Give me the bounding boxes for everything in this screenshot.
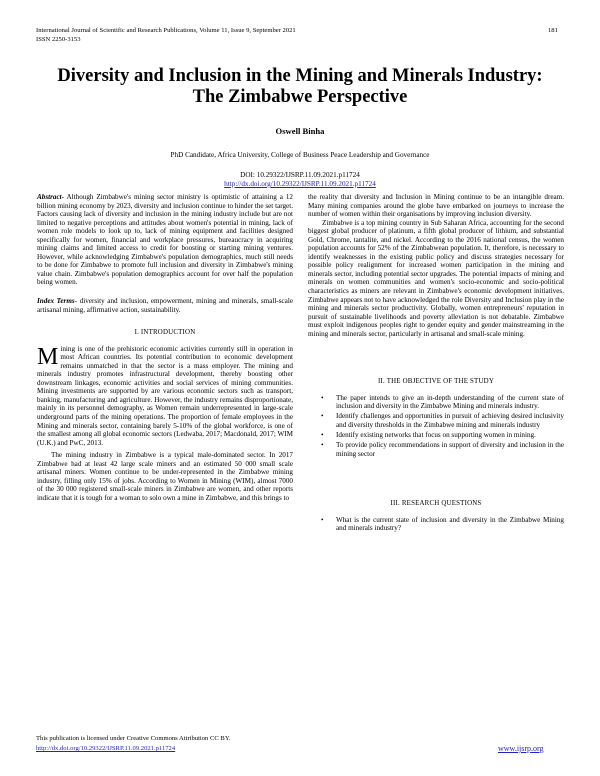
license-text: This publication is licensed under Creative Commons Attribution CC BY. [36, 735, 231, 742]
index-terms-label: Index Terms [37, 297, 75, 306]
doi-link[interactable]: http://dx.doi.org/10.29322/IJSRP.11.09.2021.p11724 [224, 180, 376, 188]
abstract-label: Abstract- [37, 193, 64, 201]
page-number: 181 [548, 27, 558, 34]
list-item: • Identify existing networks that focus on supporting women in mining. [336, 431, 564, 440]
list-item: • What is the current state of inclusion and diversity in the Zimbabwe Mining and minerals industry? [336, 516, 564, 533]
intro-paragraph-1-text: ining is one of the prehistoric economic activities currently still in operation in most African countries. Its potential contribution to economic development remains unmatched in that the sector is a mass employer. The mining and minerals industry promotes infrastructural development, thereby boosting other downstream linkages, economic activities and social services of mining communities. Mining investments are supported by are various economic sectors such as transport, banking, manufacturing and agriculture. However, the industry remains disproportionate, mainly in its personnel demography, as Women remain underrepresented in large-scale underground parts of the mining operations. The proportion of female employees in the Mining and minerals sector, containing barely 5-10% of the global workforce, is one of the smallest among all global economic sectors (Ledwaba, 2017; Macdonald, 2017; WIM (U.K.) and PwC, 2013. [37, 344, 293, 447]
index-terms-text: - diversity and inclusion, empowerment, mining and minerals, small-scale artisanal mining, affirmative action, sustainability. [37, 297, 293, 314]
running-header [36, 27, 526, 44]
journal-name: International Journal of Scientific and Research Publications, Volume 11, Issue 9, September 2021 [36, 27, 296, 34]
section-heading-objectives: II. THE OBJECTIVE OF THE STUDY [378, 378, 494, 386]
research-questions-list [308, 516, 564, 533]
section-heading-research-questions: III. RESEARCH QUESTIONS [390, 500, 482, 508]
index-terms [37, 297, 293, 314]
author-affiliation: PhD Candidate, Africa University, College of Business Peace Leadership and Governance [170, 151, 430, 159]
intro-paragraph-2: The mining industry in Zimbabwe is a typical male-dominated sector. In 2017 Zimbabwe had at least 42 large scale miners and an estimated 50 000 small scale artisanal miners. Women continue to be under-represented in the Zimbabwe mining industry, filling only 15% of jobs. According to Women in Mining (WIM), almost 7000 of the 30 000 registered small-scale miners in Zimbabwe are women, and other reports indicate that it is tough for a woman to solo own a mine in Zimbabwe, and this brings to [37, 451, 293, 502]
intro-paragraph-3: the reality that diversity and Inclusion in Mining continue to be an intangible dream. Many mining companies around the globe have embarked on journeys to increase the number of women within their organisations by improving inclusion diversity. [308, 193, 564, 219]
section-heading-introduction: I. INTRODUCTION [134, 329, 196, 337]
right-column [308, 193, 564, 534]
intro-paragraph-1 [37, 345, 293, 448]
list-item: • Identify challenges and opportunities in pursuit of achieving desired inclusivity and diversity thresholds in the Zimbabwe mining and minerals industry [336, 412, 564, 429]
page-footer [36, 734, 230, 754]
intro-paragraph-4: Zimbabwe is a top mining country in Sub Saharan Africa, accounting for the second biggest global producer of platinum, a fifth global producer of lithium, and substantial Gold, Chrome, tantalite, and nickel. According to the 2016 national census, the women population accounts for 52% of the Zimbabwean population. It, therefore, is necessary to identify weaknesses in the existing public policy and discuss strategies necessary for possible policy realignment for increased women participation in the mining and minerals sector, including potential sector upgrades. The potential impacts of mining and minerals on women communities and women's socio-economic and socio-political characteristics as miners are relevant in Zimbabwe's economic development initiatives. Zimbabwe appears not to have acknowledged the role Diversity and Inclusion play in the mining and minerals sector productivity. Globally, women entrepreneurs' reputation in pursuit of sustainable livelihoods and poverty alleviation is not debatable. Zimbabwe must exploit indigenous peoples right to gender equity and gender mainstreaming in the mining and minerals sector, particularly in artisanal and small-scale mining. [308, 218, 564, 338]
left-column [37, 193, 293, 503]
issn: ISSN 2250-3153 [36, 35, 81, 43]
footer-doi-link[interactable]: http://dx.doi.org/10.29322/IJSRP.11.09.2021.p11724 [36, 745, 176, 752]
footer-site [498, 744, 544, 753]
objectives-list [308, 394, 564, 458]
doi-text: DOI: 10.29322/IJSRP.11.09.2021.p11724 [240, 171, 360, 179]
paper-title: Diversity and Inclusion in the Mining and Minerals Industry: The Zimbabwe Perspective [57, 66, 543, 107]
drop-cap: M [37, 343, 59, 370]
abstract-text: Although Zimbabwe's mining sector ministry is optimistic of attaining a 12 billion mining economy by 2023, diversity and inclusion continue to hinder the set target. Factors causing lack of diversity and inclusion in the mining industry include but are not limited to negative perceptions and attitudes about women's potential in mining, lack of women role models to look up to, lack of mining equipment and facilities designed specifically for women, financial and workplace pressures, bureaucracy in acquiring mining claims and limited access to credit for boosting or starting mining ventures. However, while acknowledging Zimbabwe's population demographics, much still needs to be done for Zimbabwe to promote full inclusion and diversity in Zimbabwe's mining value chain. Zimbabwe's population demographics account for over half the population being women. [37, 193, 293, 287]
list-item: • To provide policy recommendations in support of diversity and inclusion in the mining sector [336, 441, 564, 458]
abstract [37, 193, 293, 287]
doi-block [0, 171, 600, 189]
site-link[interactable]: www.ijsrp.org [498, 744, 544, 753]
list-item: • The paper intends to give an in-depth understanding of the current state of inclusion and diversity in the Zimbabwe Mining and minerals industry. [336, 394, 564, 411]
author-name: Oswell Binha [275, 126, 325, 136]
